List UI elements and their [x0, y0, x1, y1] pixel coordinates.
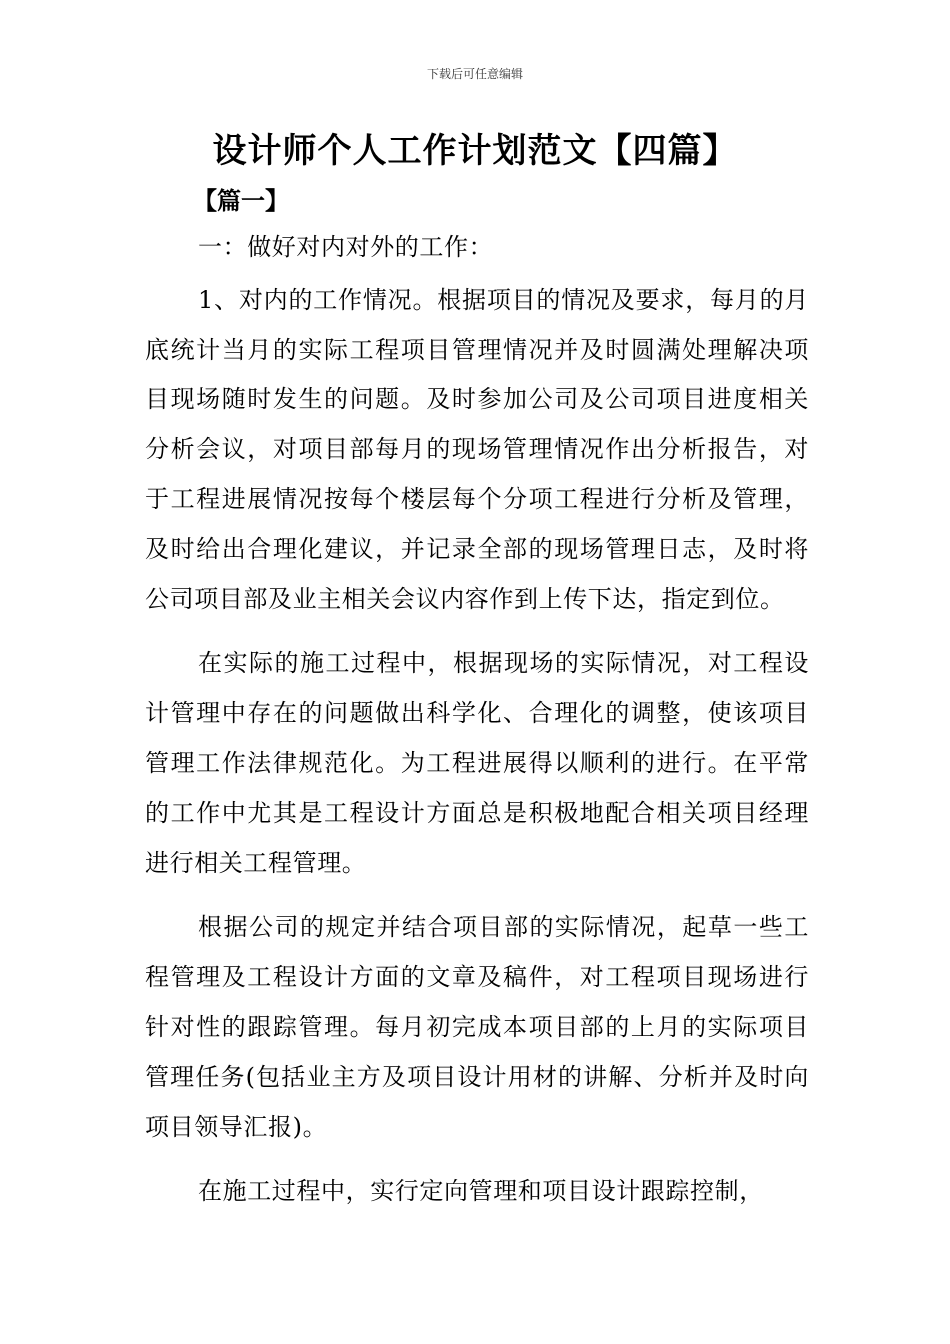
paragraph: 一：做好对内对外的工作： — [198, 233, 494, 261]
section-label: 【篇一】 — [193, 186, 289, 215]
header-note: 下载后可任意编辑 — [426, 67, 523, 81]
document-title: 设计师个人工作计划范文【四篇】 — [212, 131, 738, 171]
paragraph: 在施工过程中，实行定向管理和项目设计跟踪控制， — [198, 1177, 764, 1206]
paragraph: 1、对内的工作情况。根据项目的情况及要求，每月的月底统计当月的实际工程项目管理情况并及时圆满处理解决项目现场随时发生的问题。及时参加公司及公司项目进度相关分析会议，对项目部每月的现场管理情况作出分析报告，对于工程进展情况按每个楼层每个分项工程进行分析及管理，及时给出合理化建议，并记录全部的现场管理日志，及时将公司项目部及业主相关会议内容作到上传下达，指定到位。 — [145, 285, 809, 613]
paragraph: 根据公司的规定并结合项目部的实际情况，起草一些工程管理及工程设计方面的文章及稿件，对工程项目现场进行针对性的跟踪管理。每月初完成本项目部的上月的实际项目管理任务(包括业主方及项目设计用材的讲解、分析并及时向项目领导汇报)。 — [145, 913, 809, 1141]
document-body — [145, 223, 809, 1217]
paragraph: 在实际的施工过程中，根据现场的实际情况，对工程设计管理中存在的问题做出科学化、合理化的调整，使该项目管理工作法律规范化。为工程进展得以顺利的进行。在平常的工作中尤其是工程设计方面总是积极地配合相关项目经理进行相关工程管理。 — [145, 649, 809, 877]
